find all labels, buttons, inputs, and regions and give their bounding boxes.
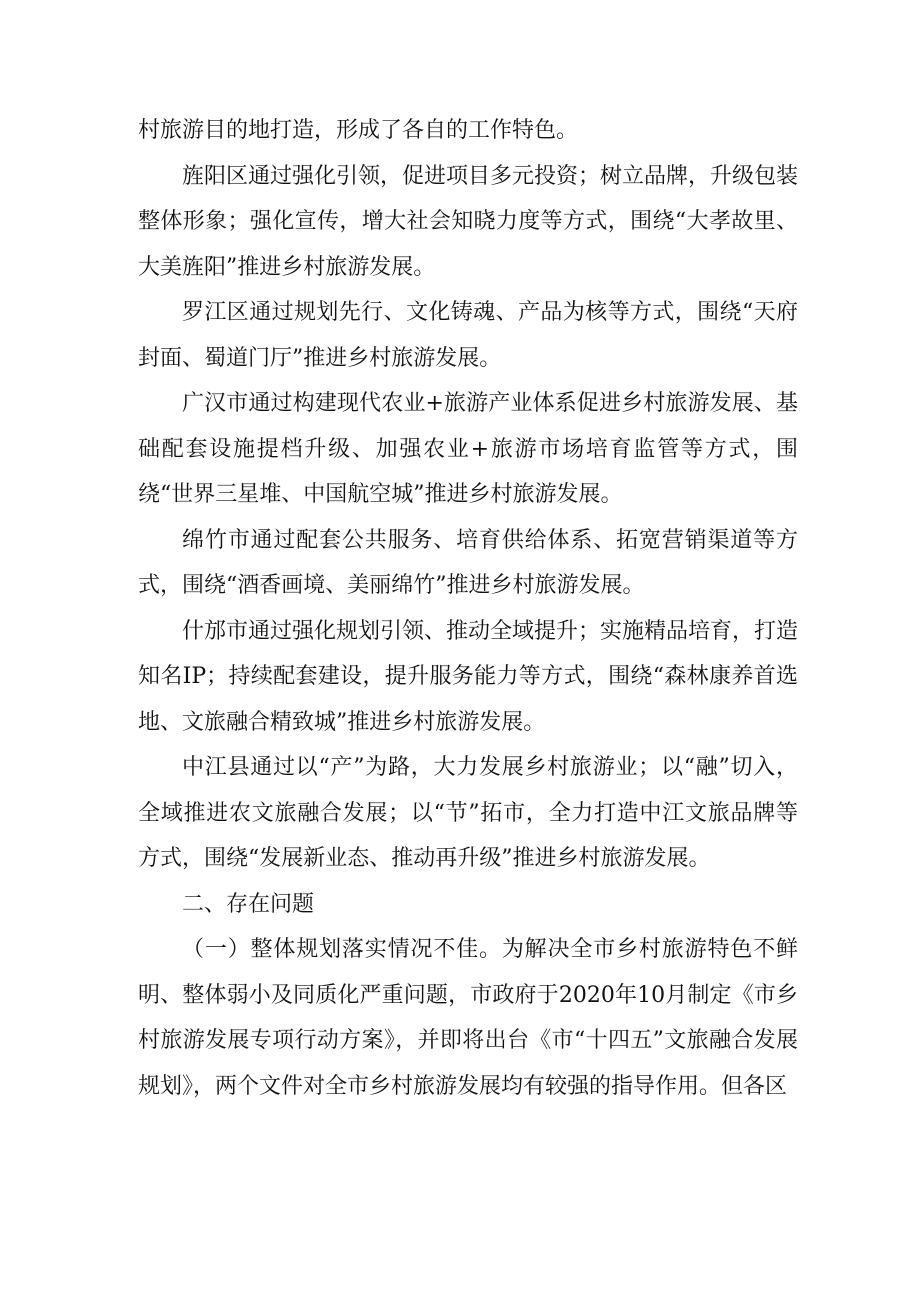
paragraph-jingyang: 旌阳区通过强化引领，促进项目多元投资；树立品牌，升级包装整体形象；强化宣传，增大社会知晓力度等方式，围绕“大孝故里、大美旌阳”推进乡村旅游发展。: [138, 163, 799, 280]
paragraph-overall-planning: （一）整体规划落实情况不佳。为解决全市乡村旅游特色不鲜明、整体弱小及同质化严重问题，市政府于2020年10月制定《市乡村旅游发展专项行动方案》，并即将出台《市“十四五”文旅融合发展规划》，两个文件对全市乡村旅游发展均有较强的指导作用。但各区: [138, 937, 798, 1099]
document-body: [138, 108, 798, 1109]
paragraph-zhongjiang: 中江县通过以“产”为路，大力发展乡村旅游业；以“融”切入，全域推进农文旅融合发展；以“节”拓市，全力打造中江文旅品牌等方式，围绕“发展新业态、推动再升级”推进乡村旅游发展。: [138, 755, 798, 871]
paragraph-continuation: 村旅游目的地打造，形成了各自的工作特色。: [138, 118, 579, 143]
paragraph-guanghan: 广汉市通过构建现代农业+旅游产业体系促进乡村旅游发展、基础配套设施提档升级、加强农业+旅游市场培育监管等方式，围绕“世界三星堆、中国航空城”推进乡村旅游发展。: [138, 391, 798, 507]
paragraph-shifang: 什邡市通过强化规划引领、推动全域提升；实施精品培育，打造知名IP；持续配套建设，提升服务能力等方式，围绕“森林康养首选地、文旅融合精致城”推进乡村旅游发展。: [138, 618, 799, 735]
paragraph-luojiang: 罗江区通过规划先行、文化铸魂、产品为核等方式，围绕“天府封面、蜀道门厅”推进乡村旅游发展。: [138, 300, 798, 371]
section-heading: 二、存在问题: [182, 891, 315, 917]
paragraph-mianzhu: 绵竹市通过配套公共服务、培育供给体系、拓宽营销渠道等方式，围绕“酒香画境、美丽绵竹”推进乡村旅游发展。: [138, 527, 798, 598]
